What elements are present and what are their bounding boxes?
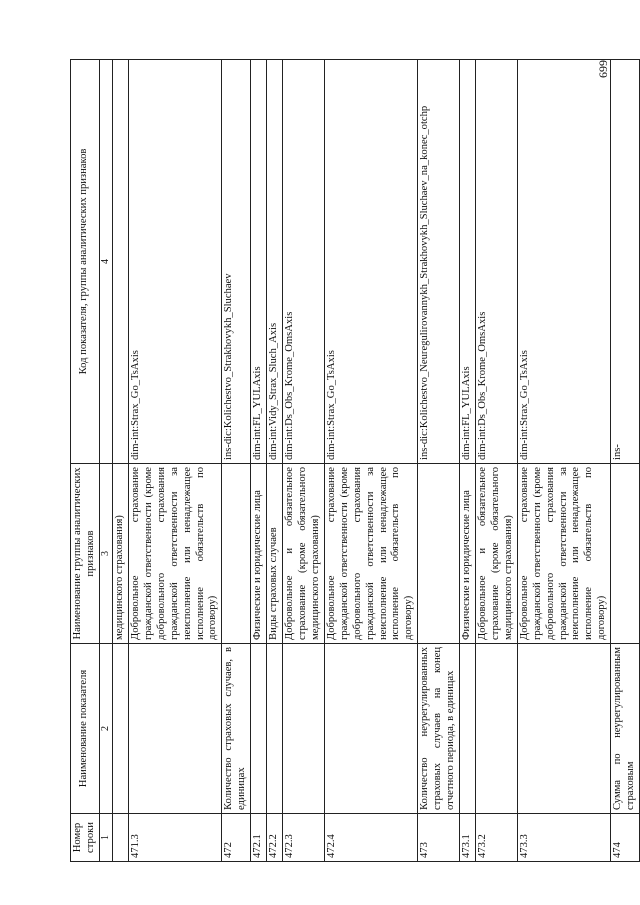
indicator-name-cell bbox=[460, 644, 476, 814]
table-row bbox=[460, 60, 476, 862]
indicator-name-cell bbox=[128, 644, 221, 814]
row-number-cell: 474 bbox=[611, 814, 640, 862]
table-row bbox=[267, 60, 283, 862]
table-row bbox=[476, 60, 518, 862]
column-number-row bbox=[99, 60, 112, 862]
column-number: 1 bbox=[99, 814, 112, 862]
group-name-cell bbox=[418, 464, 460, 644]
table-row bbox=[517, 60, 610, 862]
row-number-cell: 473.1 bbox=[460, 814, 476, 862]
table-row bbox=[611, 60, 640, 862]
code-cell: ins-dic:Kolichestvo_Neuregulirovannykh_Strakhovykh_Sluchaev_na_konec_otchp bbox=[418, 60, 460, 464]
group-name-cell: Физические и юридические лица bbox=[251, 464, 267, 644]
table-row bbox=[418, 60, 460, 862]
code-cell: dim-int:FL_YULAxis bbox=[251, 60, 267, 464]
group-name-cell: Виды страховых случаев bbox=[267, 464, 283, 644]
code-cell: ins-dic:Kolichestvo_Strakhovykh_Sluchaev bbox=[222, 60, 251, 464]
group-name-cell bbox=[222, 464, 251, 644]
code-cell: dim-int:Vidy_Strax_Sluch_Axis bbox=[267, 60, 283, 464]
column-number: 2 bbox=[99, 644, 112, 814]
row-number-cell: 471.3 bbox=[128, 814, 221, 862]
column-number: 4 bbox=[99, 60, 112, 464]
code-cell: dim-int:Ds_Obs_Krome_OmsAxis bbox=[283, 60, 325, 464]
header-indicator-name: Наименование показателя bbox=[71, 644, 100, 814]
group-name-cell: медицинского страхования) bbox=[113, 464, 129, 644]
header-code: Код показателя, группы аналитических признаков bbox=[71, 60, 100, 464]
row-number-cell: 472.1 bbox=[251, 814, 267, 862]
table-header-row bbox=[71, 60, 100, 862]
code-cell: dim-int:Strax_Go_TsAxis bbox=[517, 60, 610, 464]
indicator-name-cell: Количество страховых случаев, в единицах bbox=[222, 644, 251, 814]
code-cell: dim-int:Strax_Go_TsAxis bbox=[324, 60, 417, 464]
indicator-name-cell: Количество неурегулированных страховых случаев на конец отчетного периода, в единицах bbox=[418, 644, 460, 814]
indicator-name-cell bbox=[113, 644, 129, 814]
row-number-cell: 472.3 bbox=[283, 814, 325, 862]
table-row bbox=[251, 60, 267, 862]
group-name-cell: Добровольное страхование гражданской ответственности (кроме добровольного страхования гражданской ответственности за неисполнение или ненадлежащее исполнение обязательств по договору) bbox=[128, 464, 221, 644]
row-number-cell bbox=[113, 814, 129, 862]
group-name-cell: Добровольное страхование гражданской ответственности (кроме добровольного страхования гражданской ответственности за неисполнение или ненадлежащее исполнение обязательств по договору) bbox=[517, 464, 610, 644]
indicator-name-cell: Сумма по неурегулированным страховым bbox=[611, 644, 640, 814]
row-number-cell: 472.4 bbox=[324, 814, 417, 862]
group-name-cell: Добровольное и обязательное страхование (кроме обязательного медицинского страхования) bbox=[476, 464, 518, 644]
table-row bbox=[283, 60, 325, 862]
table-row bbox=[128, 60, 221, 862]
indicator-name-cell bbox=[283, 644, 325, 814]
column-number: 3 bbox=[99, 464, 112, 644]
table-row bbox=[324, 60, 417, 862]
group-name-cell bbox=[611, 464, 640, 644]
page-number: 699 bbox=[596, 60, 610, 78]
row-number-cell: 473.2 bbox=[476, 814, 518, 862]
indicator-name-cell bbox=[324, 644, 417, 814]
group-name-cell: Добровольное и обязательное страхование (кроме обязательного медицинского страхования) bbox=[283, 464, 325, 644]
table-body bbox=[113, 60, 640, 862]
indicator-name-cell bbox=[267, 644, 283, 814]
header-row-number: Номер строки bbox=[71, 814, 100, 862]
row-number-cell: 472.2 bbox=[267, 814, 283, 862]
group-name-cell: Добровольное страхование гражданской ответственности (кроме добровольного страхования гражданской ответственности за неисполнение или ненадлежащее исполнение обязательств по договору) bbox=[324, 464, 417, 644]
code-cell: dim-int:FL_YULAxis bbox=[460, 60, 476, 464]
code-cell bbox=[113, 60, 129, 464]
row-number-cell: 473.3 bbox=[517, 814, 610, 862]
indicator-name-cell bbox=[517, 644, 610, 814]
header-group-name: Наименование группы аналитических признаков bbox=[71, 464, 100, 644]
row-number-cell: 472 bbox=[222, 814, 251, 862]
table-row bbox=[113, 60, 129, 862]
code-cell: ins- bbox=[611, 60, 640, 464]
row-number-cell: 473 bbox=[418, 814, 460, 862]
code-cell: dim-int:Ds_Obs_Krome_OmsAxis bbox=[476, 60, 518, 464]
code-cell: dim-int:Strax_Go_TsAxis bbox=[128, 60, 221, 464]
group-name-cell: Физические и юридические лица bbox=[460, 464, 476, 644]
indicator-table bbox=[70, 59, 640, 862]
indicator-name-cell bbox=[251, 644, 267, 814]
table-row bbox=[222, 60, 251, 862]
indicator-name-cell bbox=[476, 644, 518, 814]
